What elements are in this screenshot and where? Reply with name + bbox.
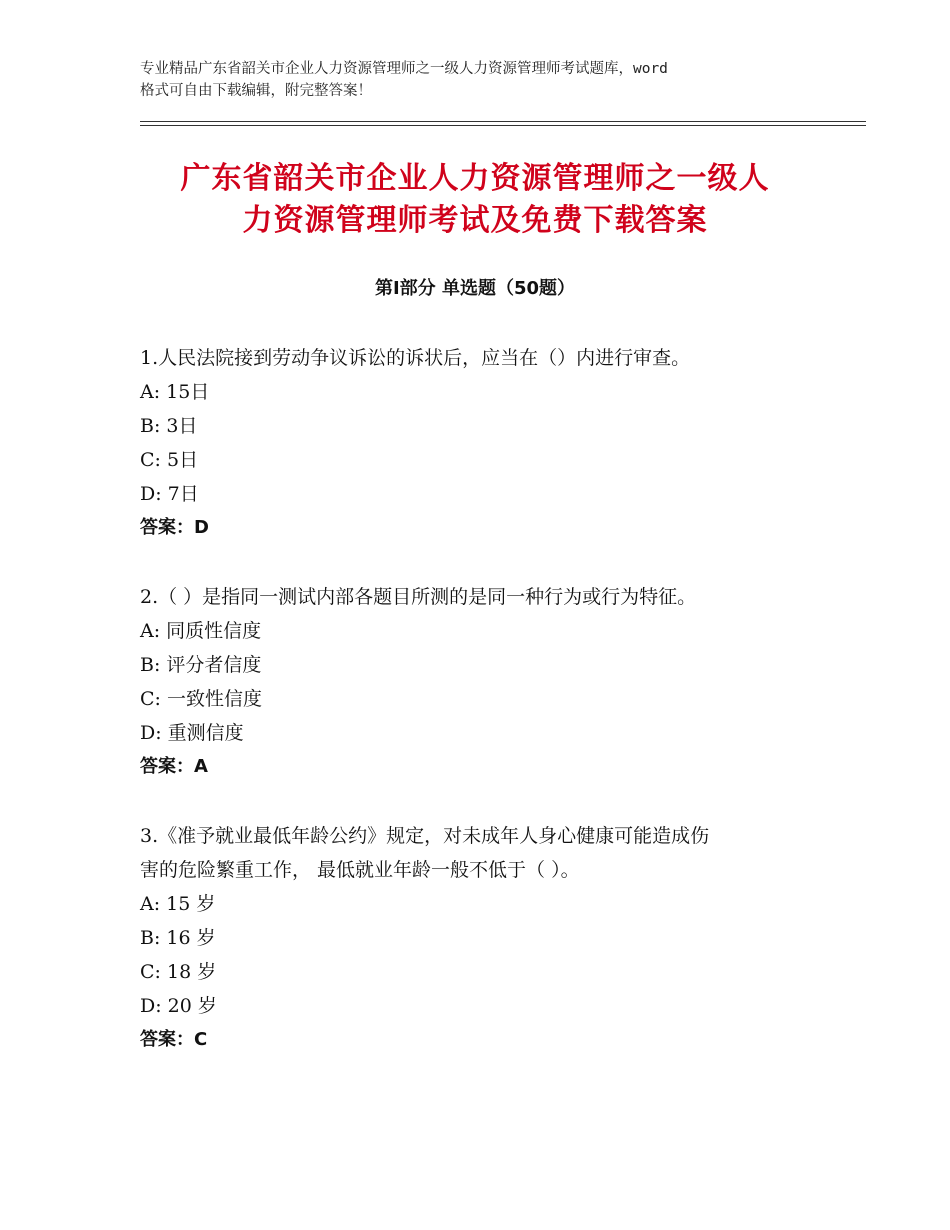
option-d: D: 重测信度 [140,722,244,744]
document-title-line: 力资源管理师考试及免费下载答案 [242,203,708,238]
header-divider [140,121,866,122]
option-a: A: 15日 [140,381,210,403]
header-note-line: 格式可自由下载编辑，附完整答案！ [140,83,372,99]
question-item [140,341,840,545]
option-c: C: 5日 [140,449,199,471]
option-a: A: 同质性信度 [140,620,262,642]
option-c: C: 18 岁 [140,961,217,983]
section-heading: 第Ⅰ部分 单选题（50题） [374,278,575,299]
question-stem: 2.（ ）是指同一测试内部各题目所测的是同一种行为或行为特征。 [140,586,697,608]
answer-label: 答案：A [140,756,208,777]
question-stem: 害的危险繁重工作， 最低就业年龄一般不低于（ ）。 [140,859,580,881]
header-note-line: 专业精品广东省韶关市企业人力资源管理师之一级人力资源管理师考试题库，word [140,61,668,77]
header-divider [140,125,866,126]
answer-label: 答案：D [140,517,209,538]
header-note [140,58,820,102]
document-title-line: 广东省韶关市企业人力资源管理师之一级人 [180,161,770,196]
question-item [140,580,840,784]
question-item [140,819,840,1057]
answer-label: 答案：C [140,1029,208,1050]
option-d: D: 7日 [140,483,199,505]
question-stem: 1.人民法院接到劳动争议诉讼的诉状后，应当在（）内进行审查。 [140,347,691,369]
option-b: B: 评分者信度 [140,654,262,676]
option-b: B: 3日 [140,415,198,437]
question-stem: 3.《准予就业最低年龄公约》规定，对未成年人身心健康可能造成伤 [140,825,710,847]
option-b: B: 16 岁 [140,927,216,949]
option-c: C: 一致性信度 [140,688,262,710]
document-title [140,158,810,242]
option-a: A: 15 岁 [140,893,216,915]
option-d: D: 20 岁 [140,995,217,1017]
